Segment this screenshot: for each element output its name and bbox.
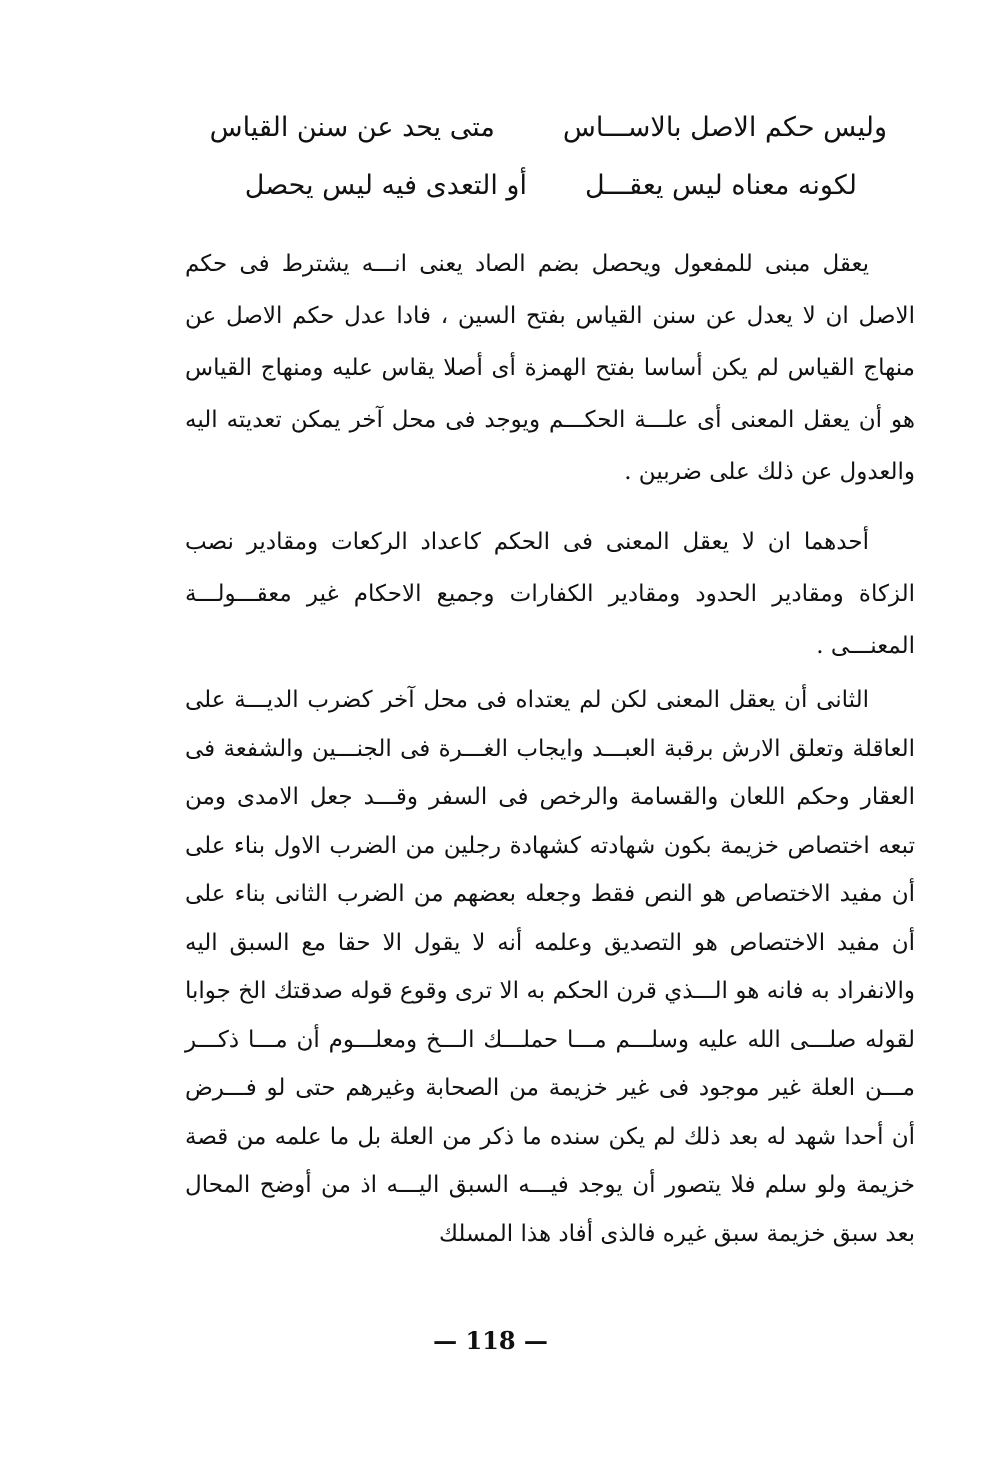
verse-line <box>245 170 857 201</box>
verse-right-hemistich: لكونه معناه ليس يعقـــل <box>584 170 857 201</box>
verse-left-hemistich: متى يحد عن سنن القياس <box>209 112 495 143</box>
verse-right-hemistich: وليس حكم الاصل بالاســـاس <box>562 112 887 143</box>
paragraph: يعقل مبنى للمفعول ويحصل بضم الصاد يعنى انـــه يشترط فى حكم الاصل ان لا يعدل عن سنن القياس بفتح السين ، فادا عدل حكم الاصل عن منهاج القياس لم يكن أساسا بفتح الهمزة أى أصلا يقاس عليه ومنهاج القياس هو أن يعقل المعنى أى علـــة الحكـــم ويوجد فى محل آخر يمكن تعديته اليه والعدول عن ذلك على ضربين . <box>185 251 915 485</box>
verse-line <box>210 112 887 143</box>
verse-left-hemistich: أو التعدى فيه ليس يحصل <box>244 170 527 201</box>
paragraph: الثانى أن يعقل المعنى لكن لم يعتداه فى محل آخر كضرب الديـــة على العاقلة وتعلق الارش برقبة العبـــد وايجاب الغـــرة فى الجنـــين والشفعة فى العقار وحكم اللعان والقسامة والرخص فى السفر وقـــد جعل الامدى ومن تبعه اختصاص خزيمة بكون شهادته كشهادة رجلين من الضرب الاول بناء على أن مفيد الاختصاص هو النص فقط وجعله بعضهم من الضرب الثانى بناء على أن مفيد الاختصاص هو التصديق وعلمه أنه لا يقول الا حقا مع السبق اليه والانفراد به فانه هو الـــذي قرن الحكم به الا ترى وقوع قوله صدقتك الخ جوابا لقوله صلـــى الله عليه وسلـــم مـــا حملـــك الـــخ ومعلـــوم أن مـــا ذكـــر مـــن العلة غير موجود فى غير خزيمة من الصحابة وغيرهم حتى لو فـــرض أن أحدا شهد له بعد ذلك لم يكن سنده ما ذكر من العلة بل ما علمه من قصة خزيمة ولو سلم فلا يتصور أن يوجد فيـــه السبق اليـــه اذ من أوضح المحال بعد سبق خزيمة سبق غيره فالذى أفاد هذا المسلك <box>185 687 916 1247</box>
paragraph: أحدهما ان لا يعقل المعنى فى الحكم كاعداد الركعات ومقادير نصب الزكاة ومقادير الحدود ومقادير الكفارات وجميع الاحكام غير معقـــولـــة المعنـــى . <box>185 529 915 659</box>
page-number: — 118 — <box>433 1326 548 1355</box>
